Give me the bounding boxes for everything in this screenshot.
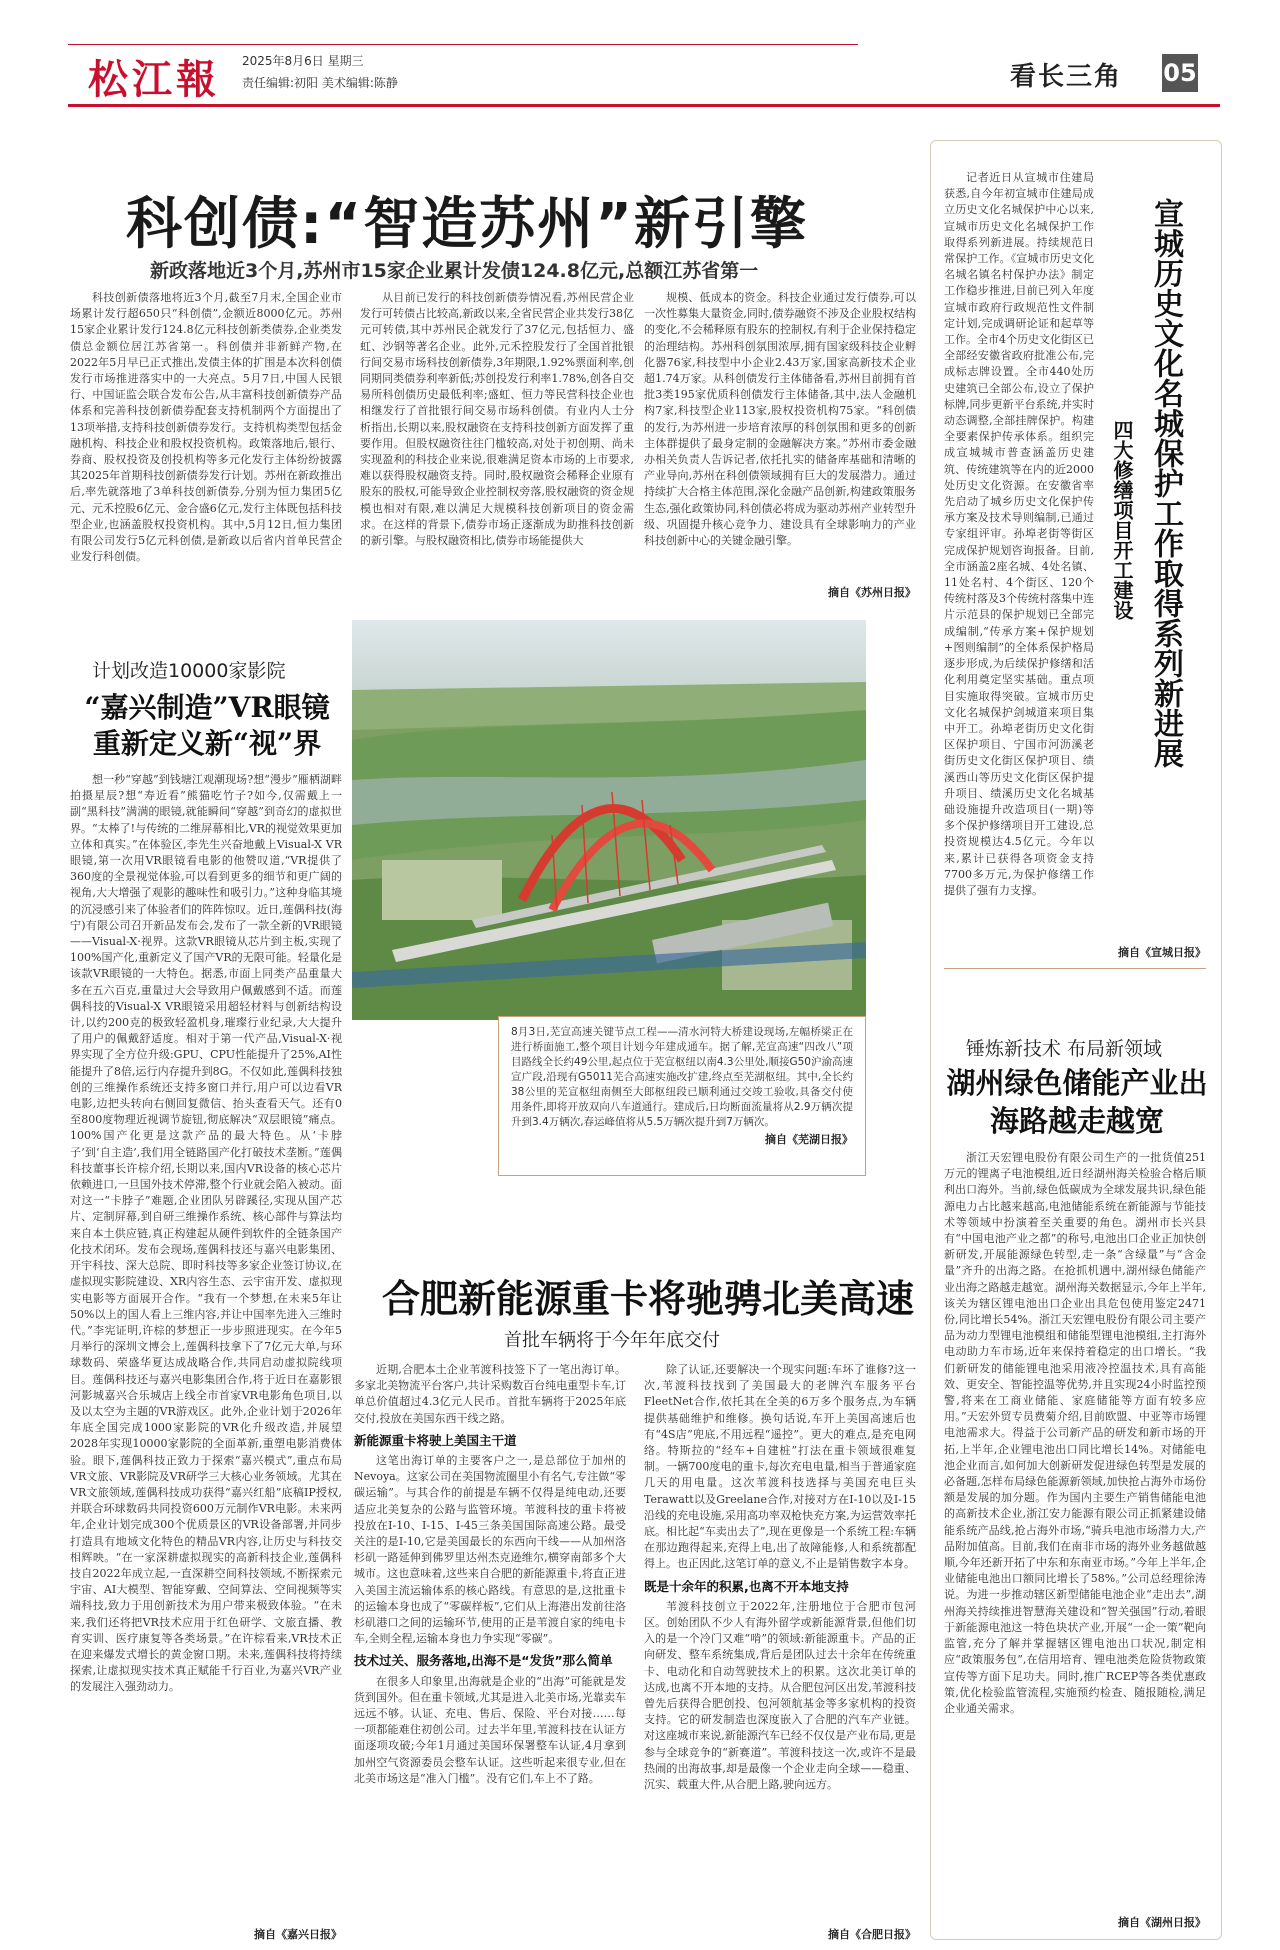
lead-source: 摘自《苏州日报》 bbox=[828, 586, 916, 599]
hefei-intro: 近期,合肥本土企业苇渡科技签下了一笔出海订单。多家北美物流平台客户,共计采购数百台纯电重型卡车,订单总价值超过4.3亿元人民币。首批车辆将于2025年底交付,投放在美国东西干线之路。 bbox=[354, 1363, 626, 1425]
lead-column-3 bbox=[644, 290, 916, 588]
hefei-source: 摘自《合肥日报》 bbox=[828, 1928, 916, 1941]
xuancheng-body bbox=[944, 170, 1094, 940]
hefei-col2-para2: 苇渡科技创立于2022年,注册地位于合肥市包河区。创始团队不少人有海外留学或新能源背景,但他们切入的是一个冷门又难“啃”的领域:新能源重卡。产品的正向研发、整车系统集成,背后是团队过去十余年在传统重卡、电动化和自动驾驶技术上的积累。这次北美订单的达成,也离不开本地的支持。从合肥包河区出发,苇渡科技曾先后获得合肥创投、包河领航基金等多家机构的投资支持。它的研发制造也深度嵌入了合肥的汽车产业链。对这座城市来说,新能源汽车已经不仅仅是产业布局,更是参与全球竞争的“新赛道”。苇渡科技这一次,或许不是最热闹的出海故事,却是最像一个企业走向全球——稳重、沉实、载重大件,从合肥上路,驶向远方。 bbox=[644, 1599, 916, 1792]
huzhou-kicker: 锤炼新技术 布局新领域 bbox=[966, 1038, 1163, 1060]
masthead-top-rule bbox=[68, 44, 858, 45]
lead-headline: 科创债:“智造苏州”新引擎 bbox=[126, 192, 809, 257]
lead-column-1 bbox=[70, 290, 342, 598]
photo-caption: 8月3日,芜宣高速关键节点工程——清水河特大桥建设现场,左幅桥梁正在进行桥面施工,整个项目计划今年建成通车。据了解,芜宣高速“四改八”项目路线全长约49公里,起点位于芜宣枢纽以南4.3公里处,顺接G50沪渝高速宣广段,沿现有G5011芜合高速实施改扩建,终点至芜湖枢纽。其中,全长约38公里的芜宣枢纽南侧至大郎枢纽段已顺利通过交竣工验收,具备交付使用条件,即将开放双向八车道通行。建成后,日均断面流量将从2.9万辆次提升到3.4万辆次,春运峰值将从5.5万辆次提升到7万辆次。 bbox=[511, 1026, 853, 1128]
xuancheng-source: 摘自《宣城日报》 bbox=[1118, 946, 1206, 959]
lead-col2-text: 从目前已发行的科技创新债券情况看,苏州民营企业发行可转债占比较高,新政以来,全省民营企业共发行38亿元可转债,其中苏州民企就发行了37亿元,包括恒力、盛虹、沙钢等著名企业。此外,元禾控股发行了全国首批银行间交易市场科技创新债券,3年期限,1.92%票面利率,创同期同类债券利率新低;苏创投发行利率1.78%,创各自交易所科创债历史最低利率;盛虹、恒力等民营科技企业也相继发行了首批银行间交易市场科创债。有业内人士分析指出,长期以来,股权融资在支持科技创新方面发挥了重要作用。但股权融资往往门槛较高,对处于初创期、尚未实现盈利的科技企业来说,很难满足资本市场的上市要求,难以获得股权融资支持。同时,股权融资会稀释企业原有股东的股权,可能导致企业控制权旁落,股权融资的资金规模也相对有限,难以满足大规模科技创新项目的资金需求。在这样的背景下,债券市场正逐渐成为助推科技创新的新引擎。与股权融资相比,债券市场能提供大 bbox=[360, 291, 634, 548]
vr-body bbox=[70, 772, 342, 1924]
hefei-col1-para2: 在很多人印象里,出海就是企业的“出海”可能就是发货到国外。但在重卡领域,尤其是进入北美市场,光靠卖车远远不够。认证、充电、售后、保险、平台对接……每一项都能难住初创公司。过去半年里,苇渡科技在认证方面逐项攻破;今年1月通过美国环保署整车认证,4月拿到加州空气资源委员会整车认证。这些听起来很专业,但在北美市场这是“准入门槛”。没有它们,车上不了路。 bbox=[354, 1674, 626, 1785]
huzhou-body-text: 浙江天宏锂电股份有限公司生产的一批货值251万元的锂离子电池模组,近日经湖州海关检验合格后顺利出口海外。当前,绿色低碳成为全球发展共识,绿色能源电力占比越来越高,电池储能系统在新能源与节能技术等领域中扮演着至关重要的角色。湖州市长兴县有“中国电池产业之都”的称号,电池出口企业正加快创新研发,开展能源绿色转型,走一条“含绿量”与“含金量”齐升的出海之路。在抢抓机遇中,湖州绿色储能产业出海之路越走越宽。湖州海关数据显示,今年上半年,该关为辖区锂电池出口企业出具危包使用鉴定2471份,同比增长54%。浙江天宏锂电股份有限公司主要产品为动力型锂电池模组和储能型锂电池模组,主打海外电动助力车市场,近年来保持着稳定的出口增长。“我们新研发的储能锂电池采用液冷控温技术,具有高能效、更安全、智能控温等优势,并且实现24小时监控预警,将来在工商业储能、家庭储能等方面有较多应用。”天宏外贸专员费菊介绍,目前欧盟、中亚等市场锂电池需求大。得益于公司新产品的研发和新市场的开拓,上半年,企业锂电池出口同比增长14%。对储能电池企业而言,如何加大创新研发促进绿色转型是发展的必备题,怎样布局绿色能源新领域,加快抢占海外市场份额是发展的加分题。作为国内主要生产销售储能电池的高新技术企业,浙江安力能源有限公司正抓紧建设储能系统产品线,抢占海外市场,“骑兵电池市场潜力大,产品附加值高。目前,我们在南非市场的海外业务越做越顺,今年还新开拓了中东和东南亚市场。”今年上半年,企业储能电池出口额同比增长了58%。”公司总经理徐涛说。为进一步推动辖区新型储能电池企业“走出去”,湖州海关持续推进智慧海关建设和“智关强国”行动,着眼于新能源电池这一特色块状产业,开展“一企一策”靶向监管,充分了解并掌握辖区锂电池出口状况,制定相应“政策服务包”,在信用培育、锂电池类危险货物政策宣传等方面下足功夫。同时,推广RCEP等各类优惠政策,优化检验监管流程,实施预约检查、随报随检,满足企业通关需求。 bbox=[944, 1151, 1206, 1715]
lead-col3-text: 规模、低成本的资金。科技企业通过发行债券,可以一次性募集大量资金,同时,债券融资不涉及企业股权结构的变化,不会稀释原有股东的控制权,有利于企业保持稳定的治理结构。苏州科创氛围浓厚,拥有国家级科技企业孵化器76家,科技型中小企业2.43万家,国家高新技术企业超1.74万家。从科创债发行主体储备看,苏州目前拥有首批3类195家优质科创债发行主体储备,其中,法人金融机构7家,科技型企业113家,股权投资机构75家。“科创债的发行,为苏州进一步培育浓厚的科创氛围和更多的创新主体群提供了最身定制的金融解决方案。”苏州市委金融办相关负责人告诉记者,依托扎实的储备库基础和清晰的产业导向,苏州在科创债领域拥有巨大的发展潜力。通过持续扩大合格主体范围,深化金融产品创新,构建政策服务生态,强化政策协同,科创债必将成为驱动苏州产业转型升级、巩固提升核心竞争力、建设具有全球影响力的产业科技创新中心的关键金融引擎。 bbox=[644, 291, 916, 548]
hefei-subhead-3: 既是十余年的积累,也离不开本地支持 bbox=[644, 1578, 849, 1594]
xuancheng-body-text: 记者近日从宣城市住建局获悉,自今年初宣城市住建局成立历史文化名城保护中心以来,宣城市历史文化名城保护工作取得系列新进展。持续规范日常保护工作。《宣城市历史文化名城名镇名村保护办法》制定工作稳步推进,目前已列入年度宣城市政府行政规范性文件制定计划,完成调研论证和起草等工作。全市4个历史文化街区已全部经安徽省政府批准公布,完成标志牌设置。全市440处历史建筑已全部公布,设立了保护标牌,同步更新平台系统,并实时动态调整,全部挂牌保护。构建全要素保护传承体系。组织完成宣城城市普查涵盖历史建筑、传统建筑等在内的近2000处历史文化资源。在安徽省率先启动了城乡历史文化保护传承方案及技术导则编制,已通过专家组评审。孙埠老街等街区完成保护规划咨询报备。目前,全市涵盖2座名城、4处名镇、11处名村、4个街区、120个传统村落及3个传统村落集中连片示范县的保护规划已全部完成编制,“传承方案+保护规划+图则编制”的全体系保护格局逐步形成,为后续保护修缮和活化利用奠定坚实基础。重点项目实施取得突破。宣城市历史文化名城保护剑城道来项目集中开工。孙埠老街历史文化街区保护项目、宁国市河沥溪老街历史文化街区保护项目、绩溪西山等历史文化街区保护提升项目、绩溪历史文化名城基础设施提升改造项目(一期)等多个保护修缮项目开工建设,总投资规模达4.5亿元。今年以来,累计已获得各项资金支持7700多万元,为保护修缮工作提供了强有力支撑。 bbox=[944, 171, 1094, 897]
masthead-bottom-rule bbox=[68, 104, 1220, 107]
newspaper-logo: 松江報 bbox=[88, 56, 220, 103]
photo-source: 摘自《芜湖日报》 bbox=[765, 1133, 853, 1146]
issue-date: 2025年8月6日 星期三 bbox=[242, 54, 364, 68]
hefei-subheadline: 首批车辆将于今年年底交付 bbox=[504, 1330, 720, 1351]
xuancheng-subheadline: 四大修缮项目开工建设 bbox=[1110, 420, 1134, 620]
bridge-photo bbox=[352, 620, 866, 1020]
lead-col1-text: 科技创新债落地将近3个月,截至7月末,全国企业市场累计发行超650只“科创债”,金额近8000亿元。苏州15家企业累计发行124.8亿元科技创新类债券,企业类发债总金额位居江苏省第一。科创债并非新鲜产物,在2022年5月早已正式推出,发债主体的扩围是本次科创债发行市场推进落实中的一大亮点。5月7日,中国人民银行、中国证监会联合发布公告,从丰富科技创新债券产品体系和完善科技创新债券配套支持机制两个方面提出了13项举措,支持科技创新债券发行。支持机构类型包括金融机构、科技企业和股权投资机构。政策落地后,银行、券商、股权投资及创投机构等多元化发行主体纷纷披露其2025年首期科技创新债券发行计划。苏州在新政推出后,率先就落地了3单科技创新债券,分别为恒力集团5亿元、元禾控股6亿元、金合盛6亿元,发行主体既包括科技型企业,也涵盖股权投资机构。其中,5月12日,恒力集团有限公司发行5亿元科创债,是新政以后省内首单民营企业发行科创债。 bbox=[70, 291, 342, 564]
vr-source: 摘自《嘉兴日报》 bbox=[254, 1928, 342, 1941]
bridge-illustration bbox=[352, 620, 866, 1020]
huzhou-body bbox=[944, 1150, 1206, 1912]
vr-kicker: 计划改造10000家影院 bbox=[92, 660, 286, 682]
vr-headline: “嘉兴制造”VR眼镜重新定义新“视”界 bbox=[84, 691, 330, 760]
lead-subheadline: 新政落地近3个月,苏州市15家企业累计发债124.8亿元,总额江苏省第一 bbox=[150, 260, 759, 282]
section-name: 看长三角 bbox=[1010, 62, 1123, 92]
hefei-subhead-2: 技术过关、服务落地,出海不是“发货”那么简单 bbox=[354, 1653, 613, 1669]
page-number: 05 bbox=[1162, 54, 1198, 92]
huzhou-headline: 湖州绿色储能产业出海路越走越宽 bbox=[946, 1066, 1208, 1138]
lead-column-2 bbox=[360, 290, 634, 598]
photo-caption-box bbox=[498, 1016, 866, 1176]
hefei-col1-para1: 这笔出海订单的主要客户之一,是总部位于加州的Nevoya。这家公司在美国物流圈里小有名气,专注做“零碳运输”。与其合作的前提是车辆不仅得是纯电动,还要适应北美复杂的公路与监管环境。苇渡科技的重卡将被投放在I-10、I-15、I-45三条美国国际高速公路。最受关注的是I-10,它是美国最长的东西向干线——从加州洛杉矶一路延伸到佛罗里达州杰克逊维尔,横穿南部多个大城市。这也意味着,这些来自合肥的新能源重卡,将直正进入美国主流运输体系的核心路线。有意思的是,这批重卡的运输本身也成了“零碳样板”,它们从上海港出发前往洛杉矶港口之间的运输环节,使用的正是苇渡自家的纯电卡车,全则全程,运输本身也力争实现“零碳”。 bbox=[354, 1454, 626, 1646]
hefei-headline: 合肥新能源重卡将驰骋北美高速 bbox=[382, 1277, 915, 1321]
hefei-column-2 bbox=[644, 1362, 916, 1924]
vr-body-text: 想一秒“穿越”到钱塘江观潮现场?想“漫步”雁栖湖畔拍摄星辰?想“寿近看”熊猫吃竹子?如今,仅需戴上一副“黑科技”满满的眼镜,就能瞬间“穿越”到奇幻的虚拟世界。“太棒了!与传统的二维屏幕相比,VR的视觉效果更加立体和真实。”在体验区,李先生兴奋地戴上Visual-X VR眼镜,第一次用VR眼镜看电影的他赞叹道,“VR提供了360度的全景视觉体验,可以看到更多的细节和更广阔的视角,大大增强了观影的趣味性和吸引力。”这种身临其境的沉浸感引来了体验者们的阵阵惊叹。近日,莲偶科技(海宁)有限公司召开新品发布会,发布了一款全新的VR眼镜——Visual-X·视界。这款VR眼镜从芯片到主板,实现了100%国产化,重新定义了国产VR的无限可能。轻量化是该款VR眼镜的一大特色。据悉,市面上同类产品重量大多在五六百克,重量过大会导致用户佩戴感到不适。而莲偶科技的Visual-X VR眼镜采用超轻材料与创新结构设计,以约200克的极致轻盈机身,璀璨行业纪录,大大提升了用户的佩戴舒适度。相对于第一代产品,Visual-X·视界实现了全方位升级:GPU、CPU性能提升了25%,AI性能提升了8倍,运行内存提升到8G。不仅如此,莲偶科技独创的三维操作系统还支持多窗口并行,用户可以边看VR电影,边把头转向右侧回复微信、抬头查看天气。还有0至800度物理近视调节旋钮,彻底解决“双层眼镜”痛点。100%国产化更是这款产品的最大特色。从‘卡脖子’到‘自主造’,我们用全链路国产化打破技术垄断。”莲偶科技董事长许棕介绍,长期以来,国内VR设备的核心芯片依赖进口,一旦国外技术停滞,整个行业就会陷入被动。面对这一“卡脖子”难题,企业团队另辟蹊径,实现从国产芯片、定制屏幕,到自研三维操作系统、核心部件与算法均来自本土供应链,真正构建起从硬件到软件的全链条国产化技术闭环。发布会现场,莲偶科技还与嘉兴电影集团、开宇科技、深大总院、即时科技等多家企业签订协议,在虚拟现实影院建设、XR内容生态、云宇宙开发、虚拟现实电影等方面展开合作。“我有一个梦想,在未来5年让50%以上的国人看上三维内容,并让中国率先进入三维时代。”李宪证明,许棕的梦想正一步步照进现实。在今年5月举行的深圳文博会上,莲偶科技拿下了7亿元大单,与环球数码、荣盛华夏达成战略合作,共同启动虚拟院线项目。莲偶科技还与嘉兴电影集团合作,将于近日在嘉影银河影城嘉兴合乐城店上线全市首家VR电影角色项目,以及以太空为主题的VR游戏区。此外,企业计划于2026年年底全国完成1000家影院的VR化升级改造,并展望2028年实现10000家影院的全面革新,重塑电影消费体验。眼下,莲偶科技正致力于探索“嘉兴模式”,重点布局VR文旅、VR影院及VR研学三大核心业务领域。尤其在VR文旅领域,莲偶科技成功获得“嘉兴红船”底稿IP授权,并联合环球数码共同投资600万元制作VR电影。未来两年,企业计划完成300个优质景区的VR设备部署,并同步打造具有地域文化特色的精品VR内容,让历史与科技交相辉映。“在一家深耕虚拟现实的高新科技企业,莲偶科技自2022年成立起,一直深耕空间科技领域,不断探索元宇宙、AI大模型、智能穿戴、空间算法、空间视频等实端科技,致力于用创新技术为用户带来极致体验。“在未来,我们还将把VR技术应用于红色研学、文旅直播、教育实训、医疗康复等各类场景。”在许棕看来,VR技术正在迎来爆发式增长的黄金窗口期。未来,莲偶科技将持续探索,让虚拟现实技术真正赋能千行百业,为嘉兴VR产业的发展注入强劲动力。 bbox=[70, 773, 342, 1694]
xuancheng-headline: 宣城历史文化名城保护工作取得系列新进展 bbox=[1148, 198, 1183, 768]
hefei-subhead-1: 新能源重卡将驶上美国主干道 bbox=[354, 1432, 517, 1448]
sidebar-divider bbox=[944, 968, 1206, 969]
hefei-column-1 bbox=[354, 1362, 626, 1928]
editors-credit: 责任编辑:初阳 美术编辑:陈静 bbox=[242, 76, 398, 90]
hefei-col2-para1: 除了认证,还要解决一个现实问题:车坏了谁修?这一次,苇渡科技找到了美国最大的老牌汽车服务平台FleetNet合作,依托其在全美的6万多个服务点,为车辆提供基础维护和维修。换句话说,车开上美国高速后也有“4S店”兜底,不用远程“遥控”。更大的难点,是充电网络。特斯拉的“经车+自建桩”打法在重卡领域很难复制。一辆700度电的重卡,每次充电电量,相当于普通家庭几天的用电量。这次苇渡科技选择与美国充电巨头Terawatt以及Greelane合作,对接对方在I-10以及I-15沿线的充电设施,采用高功率双枪快充方案,为运营效率托底。相比起“车卖出去了”,现在更像是一个系统工程:车辆在那边跑得起来,充得上电,出了故障能修,人和系统都配得上。也正因此,这笔订单的意义,不止是销售数字本身。 bbox=[644, 1363, 916, 1571]
huzhou-source: 摘自《湖州日报》 bbox=[1118, 1916, 1206, 1929]
